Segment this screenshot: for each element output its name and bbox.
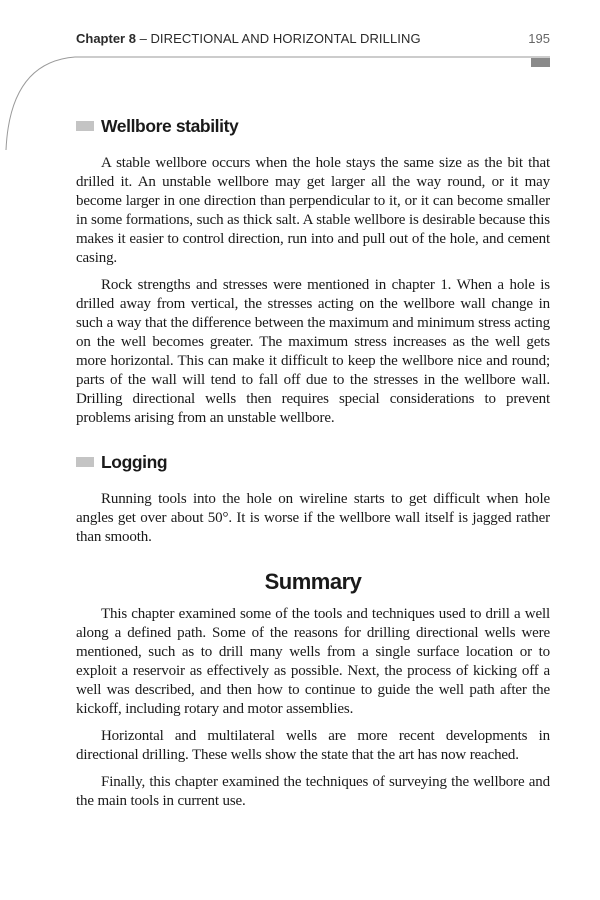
summary-heading: Summary bbox=[264, 569, 362, 594]
section-heading-logging bbox=[76, 448, 550, 476]
paragraph: Finally, this chapter examined the techniques of surveying the wellbore and the main tools in current use. bbox=[76, 774, 550, 809]
section-heading-text: Wellbore stability bbox=[101, 115, 239, 136]
header-separator: – bbox=[135, 31, 151, 46]
section-heading-text: Logging bbox=[101, 451, 168, 472]
corner-tab-mark bbox=[531, 58, 550, 67]
paragraph: Rock strengths and stresses were mentioned in chapter 1. When a hole is drilled away from vertical, the stresses acting on the wellbore wall change in such a way that the difference between the maximum and minimum stress acting on the well becomes greater. The maximum stress increases as the well gets more horizontal. This can make it difficult to keep the wellbore nice and round; parts of the wall will tend to fall off due to the stresses in the wellbore wall. Drilling directional wells then requires special considerations to prevent problems arising from an unstable wellbore. bbox=[76, 277, 550, 426]
header-chapter bbox=[76, 31, 421, 46]
header-chapter-title: DIRECTIONAL AND HORIZONTAL DRILLING bbox=[150, 31, 421, 46]
section-heading-wellbore-stability bbox=[76, 112, 550, 140]
paragraph: This chapter examined some of the tools and techniques used to drill a well along a defined path. Some of the reasons for drilling directional wells were mentioned, such as to drill many wells from a single surface location or to exploit a reservoir as effectively as possible. Next, the process of kicking off a well was described, and then how to continue to guide the well path after the kickoff, including rotary and motor assemblies. bbox=[76, 606, 550, 717]
page-content bbox=[76, 112, 550, 811]
paragraph: A stable wellbore occurs when the hole stays the same size as the bit that drilled it. An unstable wellbore may get larger all the way round, or it may become larger in one direction than perpendicular to it, or it can become smaller in some formations, such as thick salt. A stable wellbore is desirable because this makes it easier to control direction, run into and pull out of the hole, and cement casing. bbox=[76, 155, 550, 266]
running-header bbox=[76, 31, 550, 49]
paragraph: Horizontal and multilateral wells are more recent developments in directional drilling. These wells show the state that the art has now reached. bbox=[76, 728, 550, 763]
paragraph: Running tools into the hole on wireline starts to get difficult when hole angles get over about 50°. It is worse if the wellbore wall itself is jagged rather than smooth. bbox=[76, 491, 550, 545]
heading-bullet-icon bbox=[76, 457, 94, 467]
header-chapter-label: Chapter 8 bbox=[76, 31, 136, 46]
page-number: 195 bbox=[528, 31, 550, 46]
heading-bullet-icon bbox=[76, 121, 94, 131]
